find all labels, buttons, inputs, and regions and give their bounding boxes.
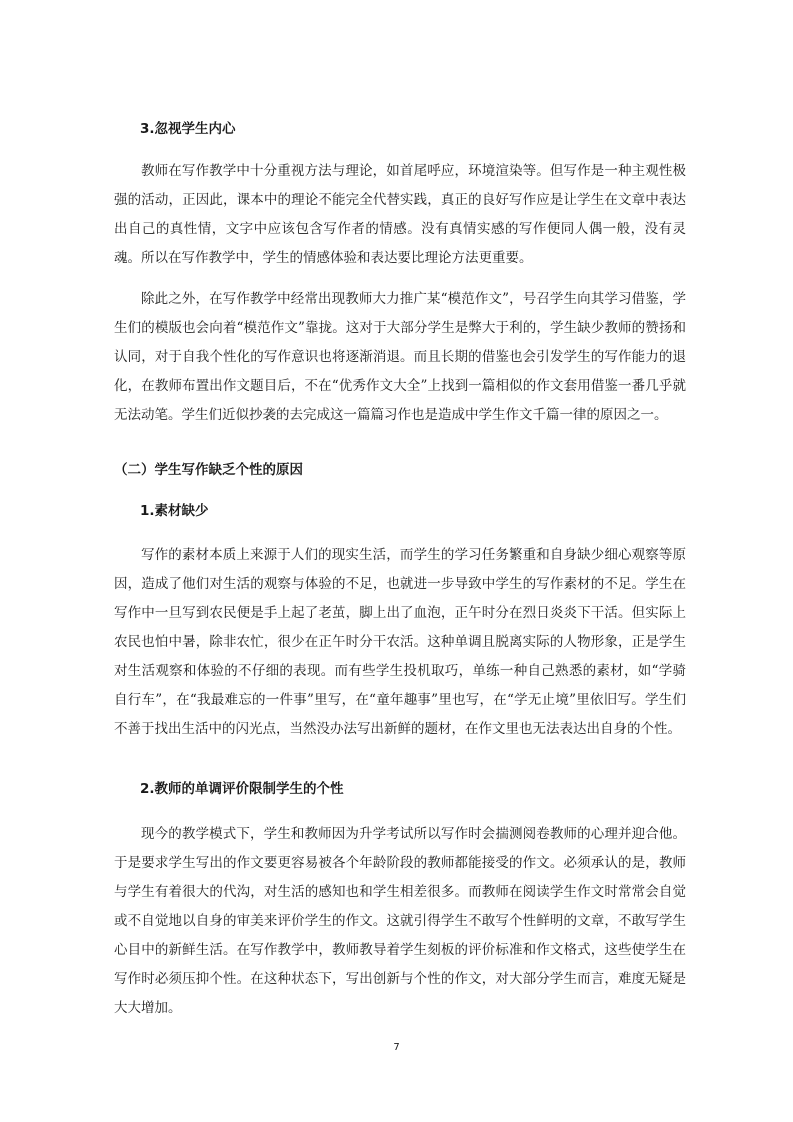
- section-heading-lack-of-material: 1.素材缺少: [140, 503, 209, 519]
- page-number: 7: [393, 1042, 400, 1053]
- paragraph-theory-vs-emotion: 教师在写作教学中十分重视方法与理论，如首尾呼应，环境渲染等。但写作是一种主观性极强的活动，正因此，课本中的理论不能完全代替实践，真正的良好写作应是让学生在文章中表达出自己的真性情，文字中应该包含写作者的情感。没有真情实感的写作便同人偶一般，没有灵魂。所以在写作教学中，学生的情感体验和表达要比理论方法更重要。: [114, 163, 686, 266]
- paragraph-writing-material: 写作的素材本质上来源于人们的现实生活，而学生的学习任务繁重和自身缺少细心观察等原因，造成了他们对生活的观察与体验的不足，也就进一步导致中学生的写作素材的不足。学生在写作中一旦写到农民便是手上起了老茧，脚上出了血泡，正午时分在烈日炎炎下干活。但实际上农民也怕中暑，除非农忙，很少在正午时分干农活。这种单调且脱离实际的人物形象，正是学生对生活观察和体验的不仔细的表现。而有些学生投机取巧，单练一种自己熟悉的素材，如“学骑自行车”，在“我最难忘的一件事”里写，在“童年趣事”里也写，在“学无止境”里依旧写。学生们不善于找出生活中的闪光点，当然没办法写出新鲜的题材，在作文里也无法表达出自身的个性。: [114, 547, 686, 737]
- section-heading-reasons: （二）学生写作缺乏个性的原因: [114, 462, 303, 478]
- section-heading-teacher-evaluation: 2.教师的单调评价限制学生的个性: [140, 781, 344, 797]
- paragraph-model-essay: 除此之外，在写作教学中经常出现教师大力推广某“模范作文”，号召学生向其学习借鉴，学生们的模版也会向着“模范作文”靠拢。这对于大部分学生是弊大于利的，学生缺少教师的赞扬和认同，对于自我个性化的写作意识也将逐渐消退。而且长期的借鉴也会引发学生的写作能力的退化，在教师布置出作文题目后，不在“优秀作文大全”上找到一篇相似的作文套用借鉴一番几乎就无法动笔。学生们近似抄袭的去完成这一篇篇习作也是造成中学生作文千篇一律的原因之一。: [114, 291, 686, 423]
- paragraph-teacher-evaluation: 现今的教学模式下，学生和教师因为升学考试所以写作时会揣测阅卷教师的心理并迎合他。于是要求学生写出的作文要更容易被各个年龄阶段的教师都能接受的作文。必须承认的是，教师与学生有着很大的代沟，对生活的感知也和学生相差很多。而教师在阅读学生作文时常常会自觉或不自觉地以自身的审美来评价学生的作文。这就引得学生不敢写个性鲜明的文章，不敢写学生心目中的新鲜生活。在写作教学中，教师教导着学生刻板的评价标准和作文格式，这些使学生在写作时必须压抑个性。在这种状态下，写出创新与个性的作文，对大部分学生而言，难度无疑是大大增加。: [114, 826, 686, 1016]
- section-heading-ignore-inner-self: 3.忽视学生内心: [140, 121, 236, 137]
